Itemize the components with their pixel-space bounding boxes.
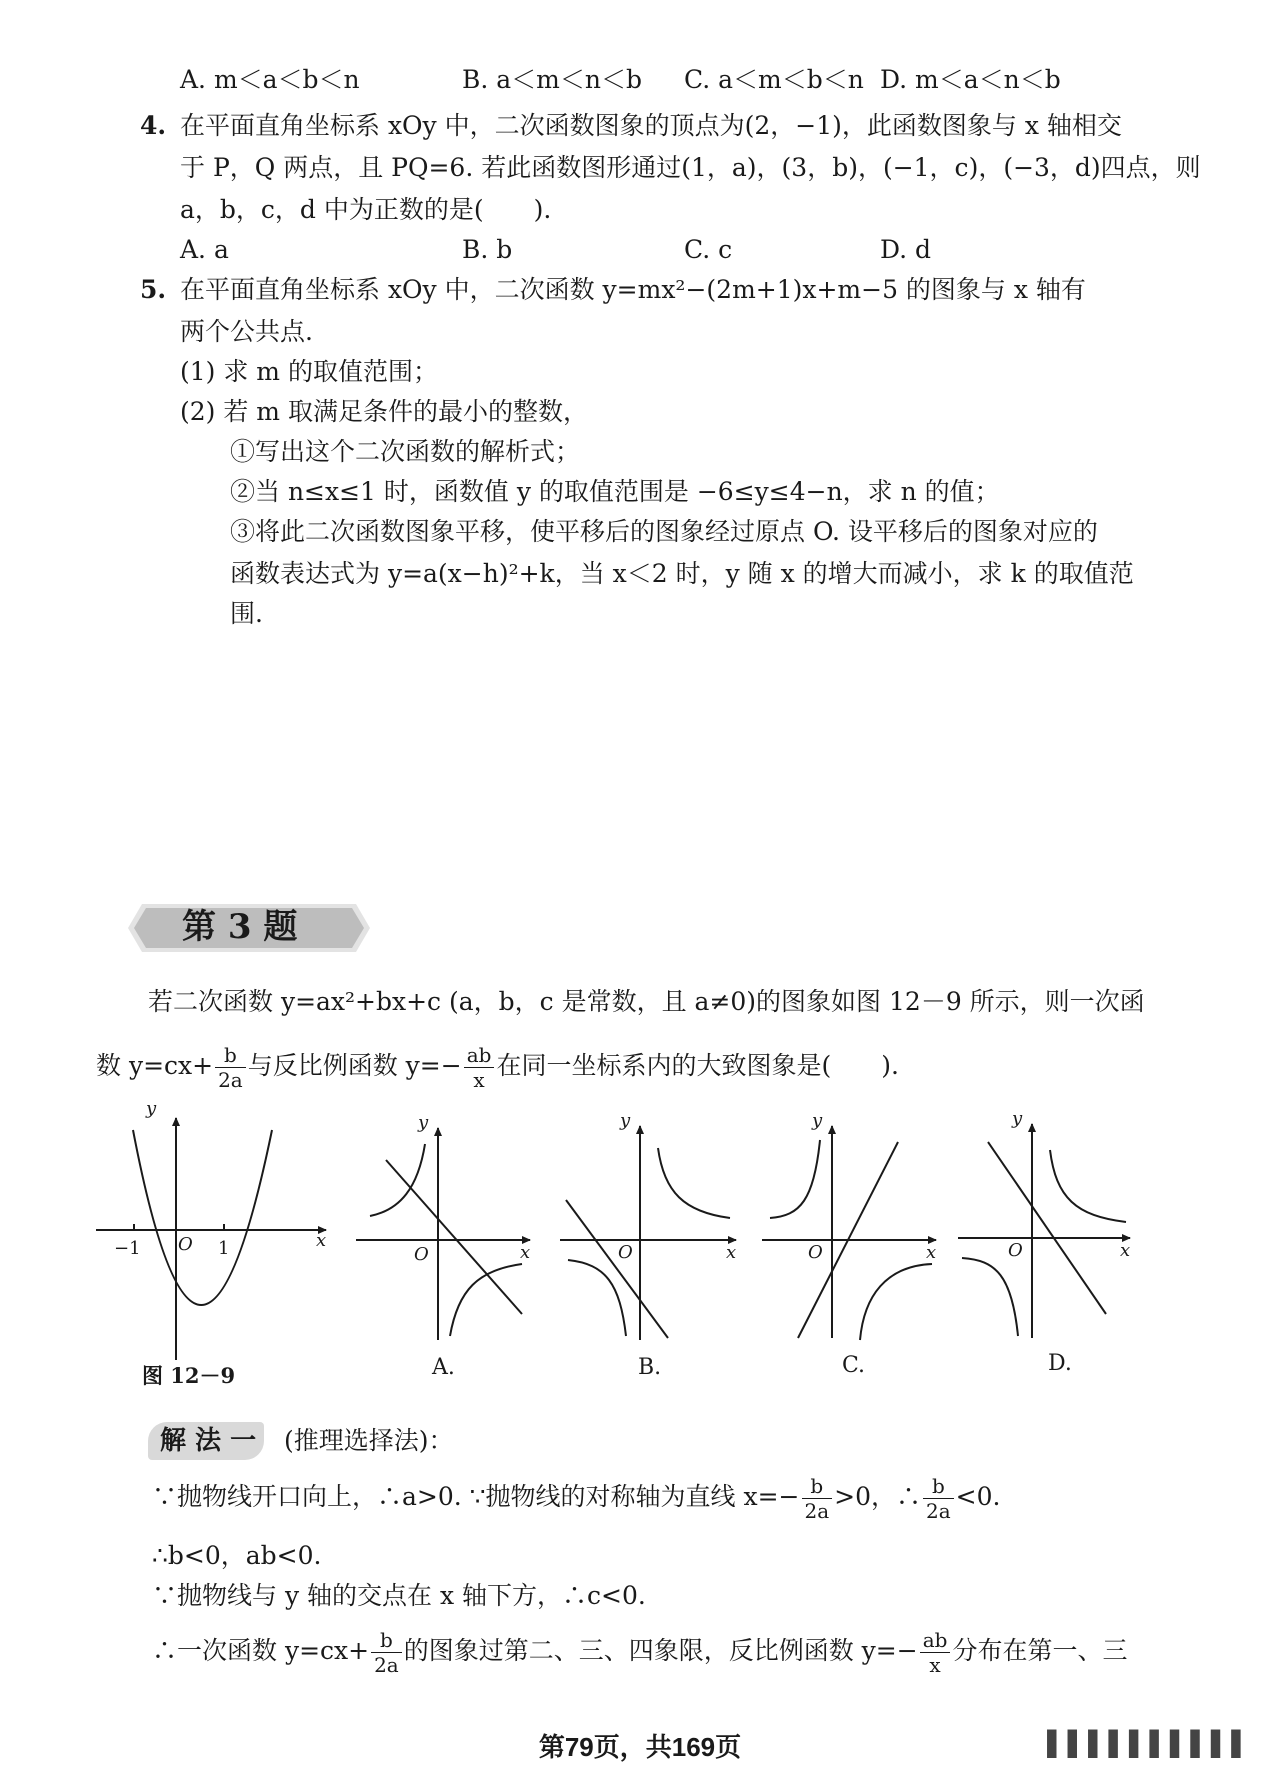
hyperbola-b-upper: [658, 1148, 730, 1218]
hyperbola-c-lower: [860, 1264, 932, 1340]
hyperbola-d-lower: [962, 1258, 1018, 1336]
d-x-label: x: [1120, 1240, 1131, 1261]
main-tick-1-label: 1: [218, 1238, 230, 1259]
question-5-line1: 在平面直角坐标系 xOy 中，二次函数 y=mx²−(2m+1)x+m−5 的图象与 x 轴有: [180, 275, 1086, 304]
hyperbola-a-lower: [450, 1264, 522, 1336]
solution-fraction-1: $\frac{b}{2a}$: [802, 1474, 833, 1523]
c-origin-label: O: [808, 1242, 823, 1263]
option-c: C. a＜m＜b＜n: [684, 65, 864, 94]
c-x-label: x: [926, 1242, 937, 1263]
line-a: [386, 1160, 522, 1314]
q4-option-d: D. d: [880, 235, 932, 264]
fraction-ab-over-x: $\frac{ab}{x}$: [464, 1043, 495, 1092]
question-4-line2: 于 P，Q 两点，且 PQ=6. 若此函数图形通过(1，a)，(3，b)，(−1，c)，(−3，d)四点，则: [180, 153, 1201, 182]
solution-fraction-2: $\frac{b}{2a}$: [923, 1474, 954, 1523]
parabola: [133, 1130, 272, 1305]
solution-badge: 解 法 一: [160, 1426, 257, 1456]
solution-fraction-3: $\frac{b}{2a}$: [371, 1628, 402, 1677]
d-y-label: y: [1012, 1108, 1023, 1129]
main-y-label: y: [146, 1100, 157, 1119]
solution-line1-part-c: <0.: [955, 1482, 1001, 1511]
figure-a-caption: A.: [432, 1355, 455, 1380]
line-b: [566, 1200, 668, 1338]
a-y-label: y: [418, 1112, 429, 1133]
solution-method: (推理选择法)：: [284, 1426, 454, 1455]
problem-line2-part-c: 在同一坐标系内的大致图象是( ).: [496, 1051, 899, 1080]
solution-line4-part-c: 分布在第一、三: [952, 1636, 1128, 1665]
section-title: 第 3 题: [182, 907, 298, 947]
main-x-label: x: [316, 1230, 327, 1251]
question-5-line2: 两个公共点.: [180, 317, 313, 346]
main-origin-label: O: [178, 1234, 193, 1255]
option-a: A. m＜a＜b＜n: [180, 65, 360, 94]
figure-12-9-caption: 图 12－9: [142, 1363, 236, 1388]
d-origin-label: O: [1008, 1240, 1023, 1261]
hyperbola-c-upper: [770, 1140, 820, 1218]
option-b: B. a＜m＜n＜b: [462, 65, 642, 94]
solution-line4-part-b: 的图象过第二、三、四象限，反比例函数 y=−: [403, 1636, 918, 1665]
b-x-label: x: [726, 1242, 737, 1263]
solution-line4: [152, 1618, 1127, 1684]
question-5-sub2: ②当 n≤x≤1 时，函数值 y 的取值范围是 −6≤y≤4−n，求 n 的值；: [230, 477, 1000, 506]
solution-line2: ∴b<0，ab<0.: [152, 1541, 322, 1570]
figure-d: [958, 1124, 1130, 1338]
main-tick-neg1-label: −1: [114, 1238, 141, 1259]
q4-option-b: B. b: [462, 235, 513, 264]
figure-b: [560, 1126, 736, 1340]
problem-line2: [96, 1036, 899, 1096]
a-x-label: x: [520, 1242, 531, 1263]
solution-line1-part-b: >0，∴: [834, 1482, 922, 1511]
solution-line1: [152, 1464, 1000, 1530]
question-4-number: 4.: [140, 111, 167, 140]
figure-c-caption: C.: [842, 1353, 866, 1378]
page-indicator-text: 第79页，共169页: [538, 1732, 742, 1762]
figure-d-caption: D.: [1048, 1351, 1072, 1376]
question-5-part2: (2) 若 m 取满足条件的最小的整数，: [180, 397, 588, 426]
question-5-sub3-line3: 围.: [230, 599, 263, 628]
question-5-sub3-line1: ③将此二次函数图象平移，使平移后的图象经过原点 O. 设平移后的图象对应的: [230, 517, 1098, 546]
figure-c: [762, 1126, 936, 1340]
hyperbola-a-upper: [370, 1144, 425, 1216]
hyperbola-d-upper: [1050, 1150, 1126, 1222]
q4-option-a: A. a: [180, 235, 229, 264]
problem-line1: 若二次函数 y=ax²+bx+c (a，b，c 是常数，且 a≠0)的图象如图 12－9 所示，则一次函: [148, 987, 1145, 1016]
scroll-dots-icon: ▌▌▌▌▌▌▌▌▌▌: [1047, 1730, 1252, 1758]
fraction-b-over-2a: $\frac{b}{2a}$: [215, 1043, 246, 1092]
solution-line1-part-a: ∵抛物线开口向上，∴a>0. ∵抛物线的对称轴为直线 x=−: [152, 1482, 800, 1511]
c-y-label: y: [812, 1110, 823, 1131]
question-5-part1: (1) 求 m 的取值范围；: [180, 357, 438, 386]
solution-line3: ∵抛物线与 y 轴的交点在 x 轴下方，∴c<0.: [152, 1581, 646, 1610]
question-5-sub1: ①写出这个二次函数的解析式；: [230, 437, 581, 466]
problem-line2-part-a: 数 y=cx+: [96, 1051, 214, 1080]
question-4-line1: 在平面直角坐标系 xOy 中，二次函数图象的顶点为(2，−1)，此函数图象与 x 轴相交: [180, 111, 1122, 140]
solution-fraction-4: $\frac{ab}{x}$: [920, 1628, 951, 1677]
a-origin-label: O: [414, 1244, 429, 1265]
figure-a: [356, 1128, 530, 1340]
solution-line4-part-a: ∴一次函数 y=cx+: [152, 1636, 370, 1665]
b-y-label: y: [620, 1110, 631, 1131]
line-d: [988, 1142, 1106, 1314]
question-5-sub3-line2: 函数表达式为 y=a(x−h)²+k，当 x＜2 时，y 随 x 的增大而减小，求 k 的取值范: [230, 559, 1134, 588]
figure-b-caption: B.: [638, 1355, 662, 1380]
option-d: D. m＜a＜n＜b: [880, 65, 1061, 94]
b-origin-label: O: [618, 1242, 633, 1263]
question-4-line3: a，b，c，d 中为正数的是( ).: [180, 195, 552, 224]
q4-option-c: C. c: [684, 235, 733, 264]
question-5-number: 5.: [140, 275, 167, 304]
problem-line2-part-b: 与反比例函数 y=−: [247, 1051, 462, 1080]
hyperbola-b-lower: [568, 1260, 626, 1336]
